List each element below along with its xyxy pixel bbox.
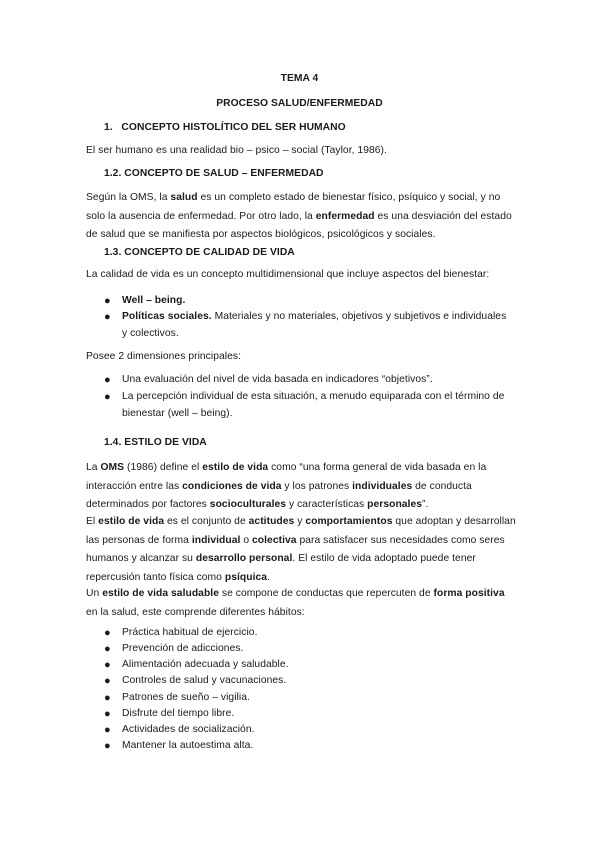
- bullet-icon: ●: [104, 675, 111, 687]
- section-1-number: 1.: [104, 122, 113, 133]
- section-1-3-heading: 1.3. CONCEPTO DE CALIDAD DE VIDA: [104, 247, 295, 258]
- paragraph-oms-definition: La OMS (1986) define el estilo de vida como “una forma general de vida basada en la interacción entre las condiciones de vida y los patrones individuales de conducta determinados por factores socioculturales y características personales”.: [86, 462, 487, 510]
- document-page: TEMA 4 PROCESO SALUD/ENFERMEDAD 1. CONCEPTO HISTOLÍTICO DEL SER HUMANO El ser humano es una realidad bio – psico – social (Taylor, 1986). 1.2. CONCEPTO DE SALUD – ENFERMEDAD Según la OMS, la salud es un completo estado de bienestar físico, psíquico y social, y no solo la ausencia de enfermedad. Por otro lado, la enfermedad es una desviación del estado de salud que se manifiesta por aspectos biológicos, psicológicos y sociales. 1.3. CONCEPTO DE CALIDAD DE VIDA La calidad de vida es un concepto multidimensional que incluye aspectos del bienestar: ● Well – being. ● Políticas sociales. Materiales y no materiales, objetivos y subjetivos e individuales y colectivos. Posee 2 dimensiones principales: ● Una evaluación del nivel de vida basada en indicadores “objetivos”. ● La percepción individual de esta situación, a menudo equiparada con el término de bienestar (well – being). 1.4. ESTILO DE VIDA La OMS (1986) define el estilo de vida como “una forma general de vida basada en la interacción entre las condiciones de vida y los patrones individuales de conducta determinados por factores socioculturales y características personales”. El estilo de vida es el conjunto de actitudes y comportamientos que adoptan y desarrollan las personas de forma individual o colectiva para satisfacer sus necesidades como seres humanos y alcanzar su desarrollo personal. El estilo de vida adoptado puede tener repercusión tanto física como psíquica. Un estilo de vida saludable se compone de conductas que repercuten de forma positiva en la salud, este comprende diferentes hábitos: ● Práctica habitual de ejercicio. ● Prevención de adicciones. ● Alimentación adecuada y saludable. ● Controles de salud y vacunaciones. ● Patrones de sueño – vigilia. ● Disfrute del tiempo libre. ● Actividades de socialización. ● Mantener la autoestima alta.: [0, 0, 599, 848]
- bullet-icon: ●: [104, 311, 111, 323]
- bullet-icon: ●: [104, 295, 111, 307]
- paragraph-healthy-lifestyle: Un estilo de vida saludable se compone de conductas que repercuten de forma positiva en la salud, este comprende diferentes hábitos:: [86, 588, 505, 618]
- section-1-2-heading: 1.2. CONCEPTO DE SALUD – ENFERMEDAD: [104, 168, 324, 179]
- section-1-heading: [104, 122, 346, 133]
- dimensions-intro: Posee 2 dimensiones principales:: [86, 351, 241, 362]
- bullet-icon: ●: [104, 708, 111, 720]
- bullet-icon: ●: [104, 643, 111, 655]
- page-title: TEMA 4: [280, 73, 319, 84]
- section-1-4-heading: 1.4. ESTILO DE VIDA: [104, 437, 207, 448]
- section-1-2-paragraph: Según la OMS, la salud es un completo estado de bienestar físico, psíquico y social, y no solo la ausencia de enfermedad. Por otro lado, la enfermedad es una desviación del estado de salud que se manifiesta por aspectos biológicos, psicológicos y sociales.: [86, 192, 512, 240]
- section-1-text: El ser humano es una realidad bio – psico – social (Taylor, 1986).: [86, 145, 387, 156]
- page-subtitle: PROCESO SALUD/ENFERMEDAD: [216, 98, 383, 109]
- section-1-title: CONCEPTO HISTOLÍTICO DEL SER HUMANO: [121, 122, 346, 133]
- bullet-icon: ●: [104, 659, 111, 671]
- bullet-icon: ●: [104, 391, 111, 403]
- bullet-icon: ●: [104, 692, 111, 704]
- paragraph-lifestyle: El estilo de vida es el conjunto de actitudes y comportamientos que adoptan y desarrollan las personas de forma individual o colectiva para satisfacer sus necesidades como seres humanos y alcanzar su desarrollo personal. El estilo de vida adoptado puede tener repercusión tanto física como psíquica.: [86, 516, 516, 583]
- bullet-icon: ●: [104, 374, 111, 386]
- bullet-icon: ●: [104, 627, 111, 639]
- bullet-icon: ●: [104, 740, 111, 752]
- section-1-3-intro: La calidad de vida es un concepto multidimensional que incluye aspectos del bienestar:: [86, 269, 490, 280]
- bullet-icon: ●: [104, 724, 111, 736]
